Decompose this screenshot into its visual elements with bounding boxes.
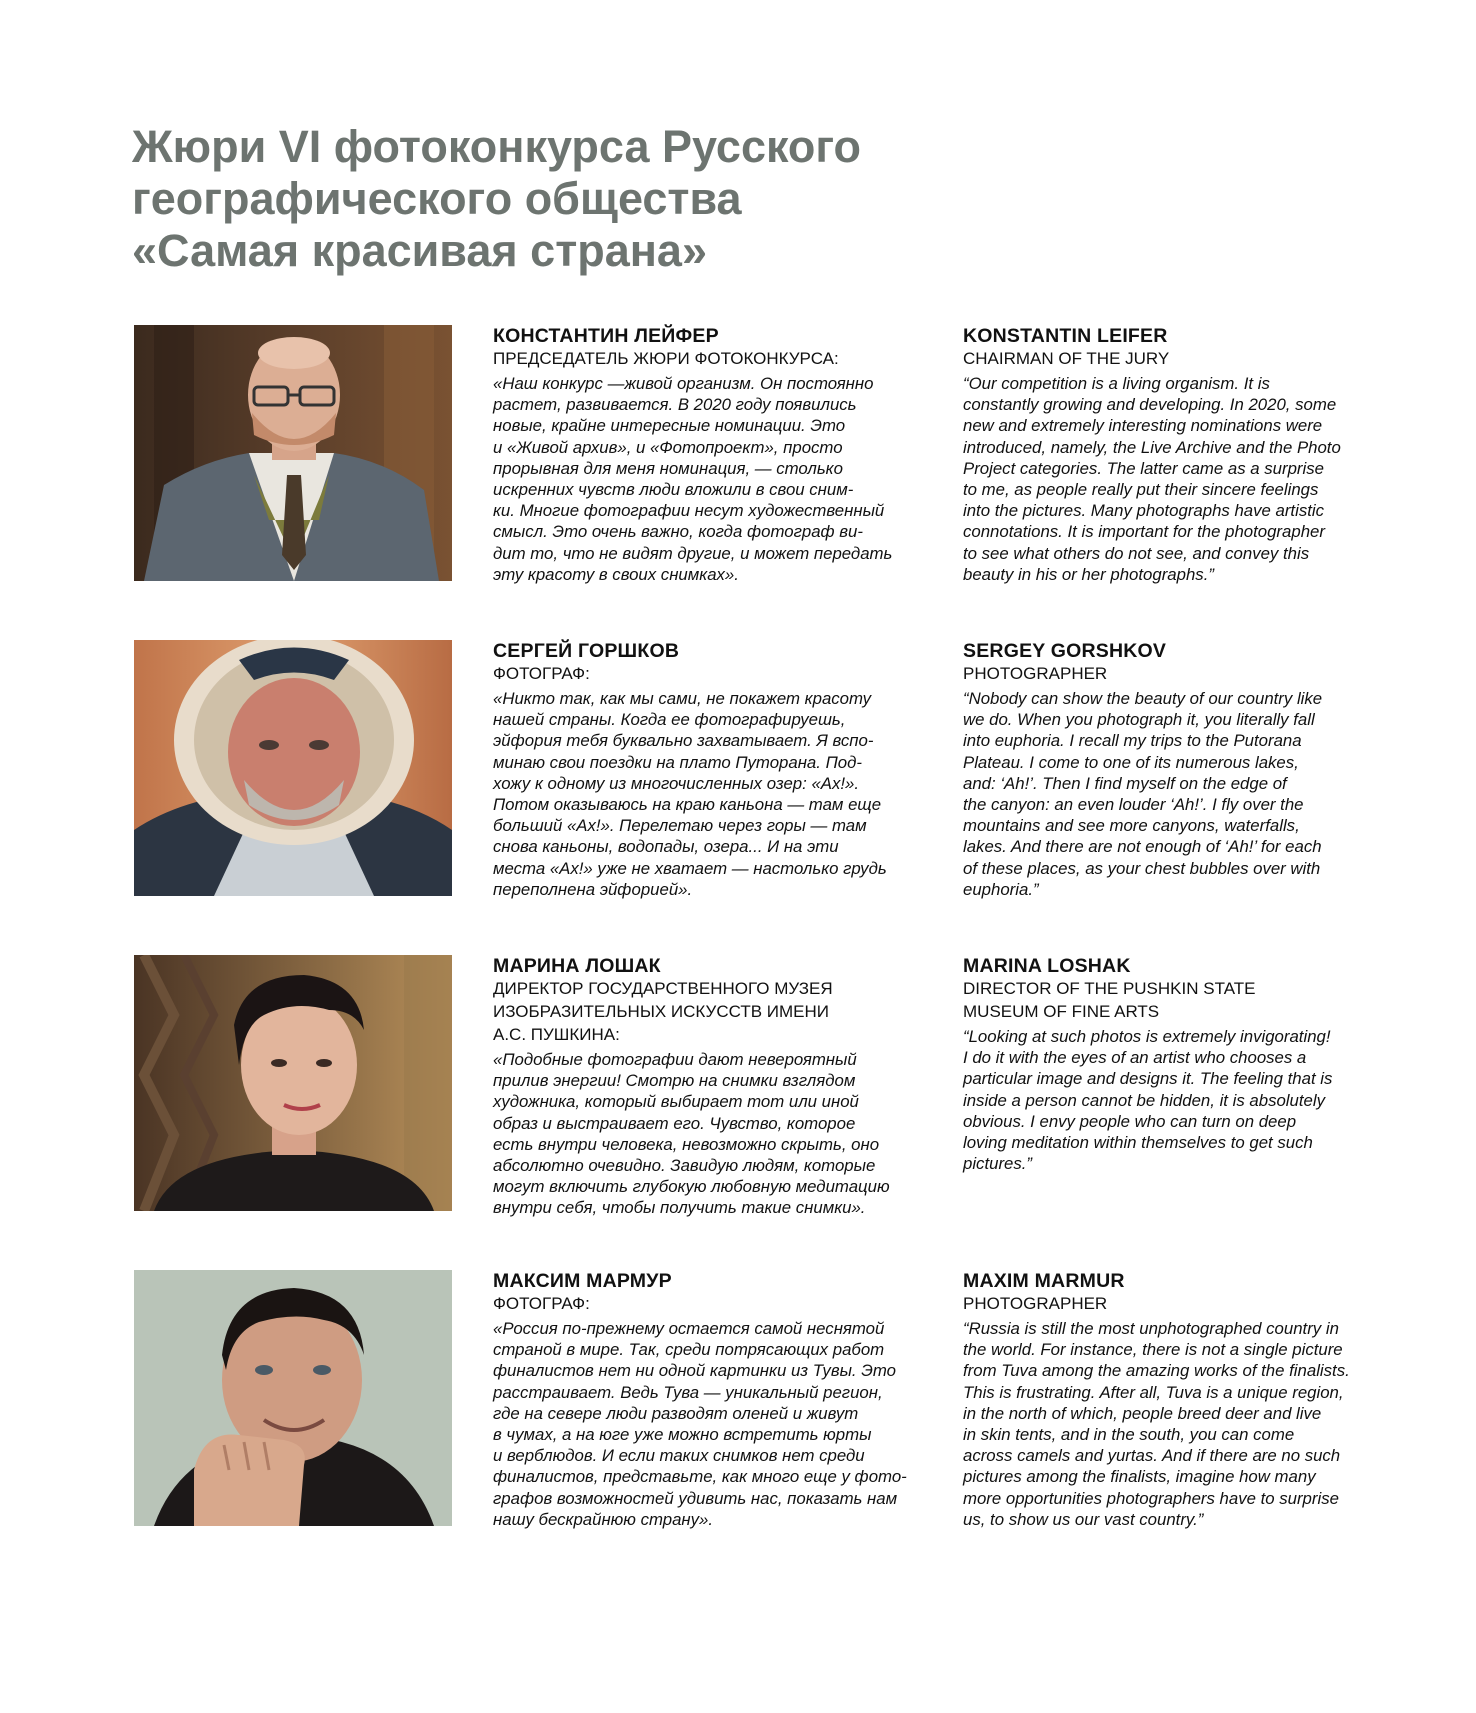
quote-line: from Tuva among the amazing works of the finalists. [963,1361,1350,1381]
quote-line: pictures among the finalists, imagine how many [963,1467,1316,1487]
quote-line: и «Живой архив», и «Фотопроект», просто [493,437,843,457]
quote-line: дит то, что не видят другие, и может передать [493,543,893,563]
quote-line: где на севере люди разводят оленей и живут [493,1403,859,1423]
jury-text-en [963,325,1403,585]
quote-line: mountains and see more canyons, waterfalls, [963,816,1300,836]
quote-line: смысл. Это очень важно, когда фотограф ви- [493,522,863,542]
jury-role [963,662,1403,685]
jury-name: SERGEY GORSHKOV [963,640,1167,662]
role-line: MUSEUM OF FINE ARTS [963,1002,1160,1021]
page-title [132,121,1032,277]
quote-line: хожу к одному из многочисленных озер: «Ах!». [493,773,860,793]
quote-line: финалистов нет ни одной картинки из Тувы. Это [493,1361,897,1381]
role-line: ФОТОГРАФ: [493,1294,590,1313]
quote-line: to see what others do not see, and convey this [963,543,1310,563]
quote-line: минаю свои поездки на плато Путорана. Под- [493,752,862,772]
jury-text-en [963,1270,1403,1530]
quote-line: and: ‘Ah!’. Then I find myself on the edge of [963,773,1287,793]
portrait-konstantin-leifer-icon [134,325,452,581]
quote-line: нашей страны. Когда ее фотографируешь, [493,710,846,730]
quote-line: of these places, as your chest bubbles over with [963,858,1321,878]
role-line: ДИРЕКТОР ГОСУДАРСТВЕННОГО МУЗЕЯ [493,979,833,998]
quote-line: to me, as people really put their sincere feelings [963,480,1319,500]
quote-line: into the pictures. Many photographs have artistic [963,501,1324,521]
quote-line: in skin tents, and in the south, you can come [963,1425,1295,1445]
quote-line: и верблюдов. И если таких снимков нет среди [493,1446,865,1466]
quote-line: new and extremely interesting nominations were [963,416,1323,436]
quote-line: финалистов, представьте, как много еще у фото- [493,1467,907,1487]
quote-line: могут включить глубокую любовную медитацию [493,1177,890,1197]
jury-role [963,347,1403,370]
quote-line: obvious. I envy people who can turn on deep [963,1111,1297,1131]
jury-name: МАКСИМ МАРМУР [493,1270,672,1292]
quote-line: переполнена эйфорией». [493,879,693,899]
quote-line: Plateau. I come to one of its numerous lakes, [963,752,1299,772]
quote-line: эйфория тебя буквально захватывает. Я вспо- [493,731,874,751]
quote-line: “Looking at such photos is extremely invigorating! [963,1027,1331,1046]
title-line: географического общества [132,173,742,224]
quote-line: connotations. It is important for the photographer [963,522,1325,542]
quote-line: растет, развивается. В 2020 году появились [493,395,857,415]
quote-line: «Никто так, как мы сами, не покажет красоту [493,689,871,708]
quote-line: Project categories. The latter came as a surprise [963,458,1324,478]
jury-role [963,977,1403,1023]
jury-text-ru [493,325,933,585]
title-line: Жюри VI фотоконкурса Русского [132,121,862,172]
role-line: PHOTOGRAPHER [963,1294,1108,1313]
quote-line: больший «Ах!». Перелетаю через горы — там [493,816,867,836]
quote-line: “Nobody can show the beauty of our country like [963,689,1323,708]
quote-line: loving meditation within themselves to get such [963,1133,1313,1153]
quote-line: lakes. And there are not enough of ‘Ah!’ for each [963,837,1322,857]
quote-line: “Our competition is a living organism. It is [963,374,1270,393]
quote-line: the canyon: an even louder ‘Ah!’. I fly over the [963,795,1304,815]
quote-line: прорывная для меня номинация, — столько [493,458,843,478]
title-line: «Самая красивая страна» [132,225,707,276]
role-line: ИЗОБРАЗИТЕЛЬНЫХ ИСКУССТВ ИМЕНИ [493,1002,829,1021]
role-line: DIRECTOR OF THE PUSHKIN STATE [963,979,1256,998]
quote-line: прилив энергии! Смотрю на снимки взглядом [493,1071,856,1091]
quote-line: constantly growing and developing. In 2020, some [963,395,1337,415]
jury-quote [963,1318,1403,1530]
quote-line: beauty in his or her photographs.” [963,564,1214,584]
quote-line: расстраивает. Ведь Тува — уникальный регион, [493,1382,883,1402]
quote-line: in the north of which, people breed deer and live [963,1403,1322,1423]
quote-line: us, to show us our vast country.” [963,1509,1204,1529]
jury-quote [963,688,1403,900]
role-line: PHOTOGRAPHER [963,664,1108,683]
quote-line: графов возможностей удивить нас, показать нам [493,1488,898,1508]
jury-text-en [963,640,1403,900]
quote-line: «Россия по-прежнему остается самой неснятой [493,1319,885,1338]
quote-line: This is frustrating. After all, Tuva is a unique region, [963,1382,1344,1402]
jury-role [493,977,933,1046]
quote-line: «Подобные фотографии дают невероятный [493,1050,857,1069]
quote-line: “Russia is still the most unphotographed country in [963,1319,1339,1338]
quote-line: художника, который выбирает тот или иной [493,1092,859,1112]
role-line: А.С. ПУШКИНА: [493,1025,620,1044]
portrait-marina-loshak-icon [134,955,452,1211]
jury-quote [493,373,933,585]
jury-quote [963,373,1403,585]
quote-line: «Наш конкурс —живой организм. Он постоянно [493,374,874,393]
quote-line: I do it with the eyes of an artist who chooses a [963,1048,1307,1068]
jury-text-ru [493,955,933,1219]
quote-line: particular image and designs it. The feeling that is [963,1069,1333,1089]
portrait-maxim-marmur-icon [134,1270,452,1526]
quote-line: внутри себя, чтобы получить такие снимки». [493,1198,866,1218]
quote-line: we do. When you photograph it, you literally fall [963,710,1315,730]
jury-text-en [963,955,1403,1174]
quote-line: абсолютно очевидно. Завидую людям, которые [493,1156,876,1176]
quote-line: нашу бескрайнюю страну». [493,1509,714,1529]
quote-line: образ и выстраивает его. Чувство, которое [493,1113,856,1133]
jury-name: КОНСТАНТИН ЛЕЙФЕР [493,325,719,347]
portrait-sergey-gorshkov-icon [134,640,452,896]
jury-role [493,347,933,370]
quote-line: в чумах, а на юге уже можно встретить юрты [493,1425,872,1445]
jury-text-ru [493,640,933,900]
quote-line: pictures.” [963,1154,1033,1174]
role-line: ПРЕДСЕДАТЕЛЬ ЖЮРИ ФОТОКОНКУРСА: [493,349,839,368]
jury-quote [963,1026,1403,1174]
quote-line: страной в мире. Так, среди потрясающих работ [493,1340,885,1360]
jury-name: KONSTANTIN LEIFER [963,325,1168,347]
quote-line: Потом оказываюсь на краю каньона — там еще [493,795,882,815]
jury-name: СЕРГЕЙ ГОРШКОВ [493,640,680,662]
quote-line: новые, крайне интересные номинации. Это [493,416,846,436]
quote-line: euphoria.” [963,879,1039,899]
jury-quote [493,688,933,900]
jury-role [963,1292,1403,1315]
jury-name: MAXIM MARMUR [963,1270,1125,1292]
quote-line: across camels and yurtas. And if there are no such [963,1446,1341,1466]
quote-line: into euphoria. I recall my trips to the Putorana [963,731,1302,751]
quote-line: есть внутри человека, невозможно скрыть, оно [493,1134,880,1154]
jury-quote [493,1049,933,1219]
role-line: CHAIRMAN OF THE JURY [963,349,1170,368]
quote-line: снова каньоны, водопады, озера... И на эти [493,837,839,857]
quote-line: места «Ах!» уже не хватает — настолько грудь [493,858,887,878]
jury-quote [493,1318,933,1530]
jury-text-ru [493,1270,933,1530]
jury-name: MARINA LOSHAK [963,955,1131,977]
jury-role [493,662,933,685]
quote-line: more opportunities photographers have to surprise [963,1488,1339,1508]
jury-role [493,1292,933,1315]
jury-name: МАРИНА ЛОШАК [493,955,661,977]
quote-line: inside a person cannot be hidden, it is absolutely [963,1090,1325,1110]
quote-line: искренних чувств люди вложили в свои сним- [493,480,854,500]
quote-line: introduced, namely, the Live Archive and the Photo [963,437,1341,457]
quote-line: эту красоту в своих снимках». [493,564,739,584]
quote-line: ки. Многие фотографии несут художественный [493,501,885,521]
quote-line: the world. For instance, there is not a single picture [963,1340,1343,1360]
role-line: ФОТОГРАФ: [493,664,590,683]
